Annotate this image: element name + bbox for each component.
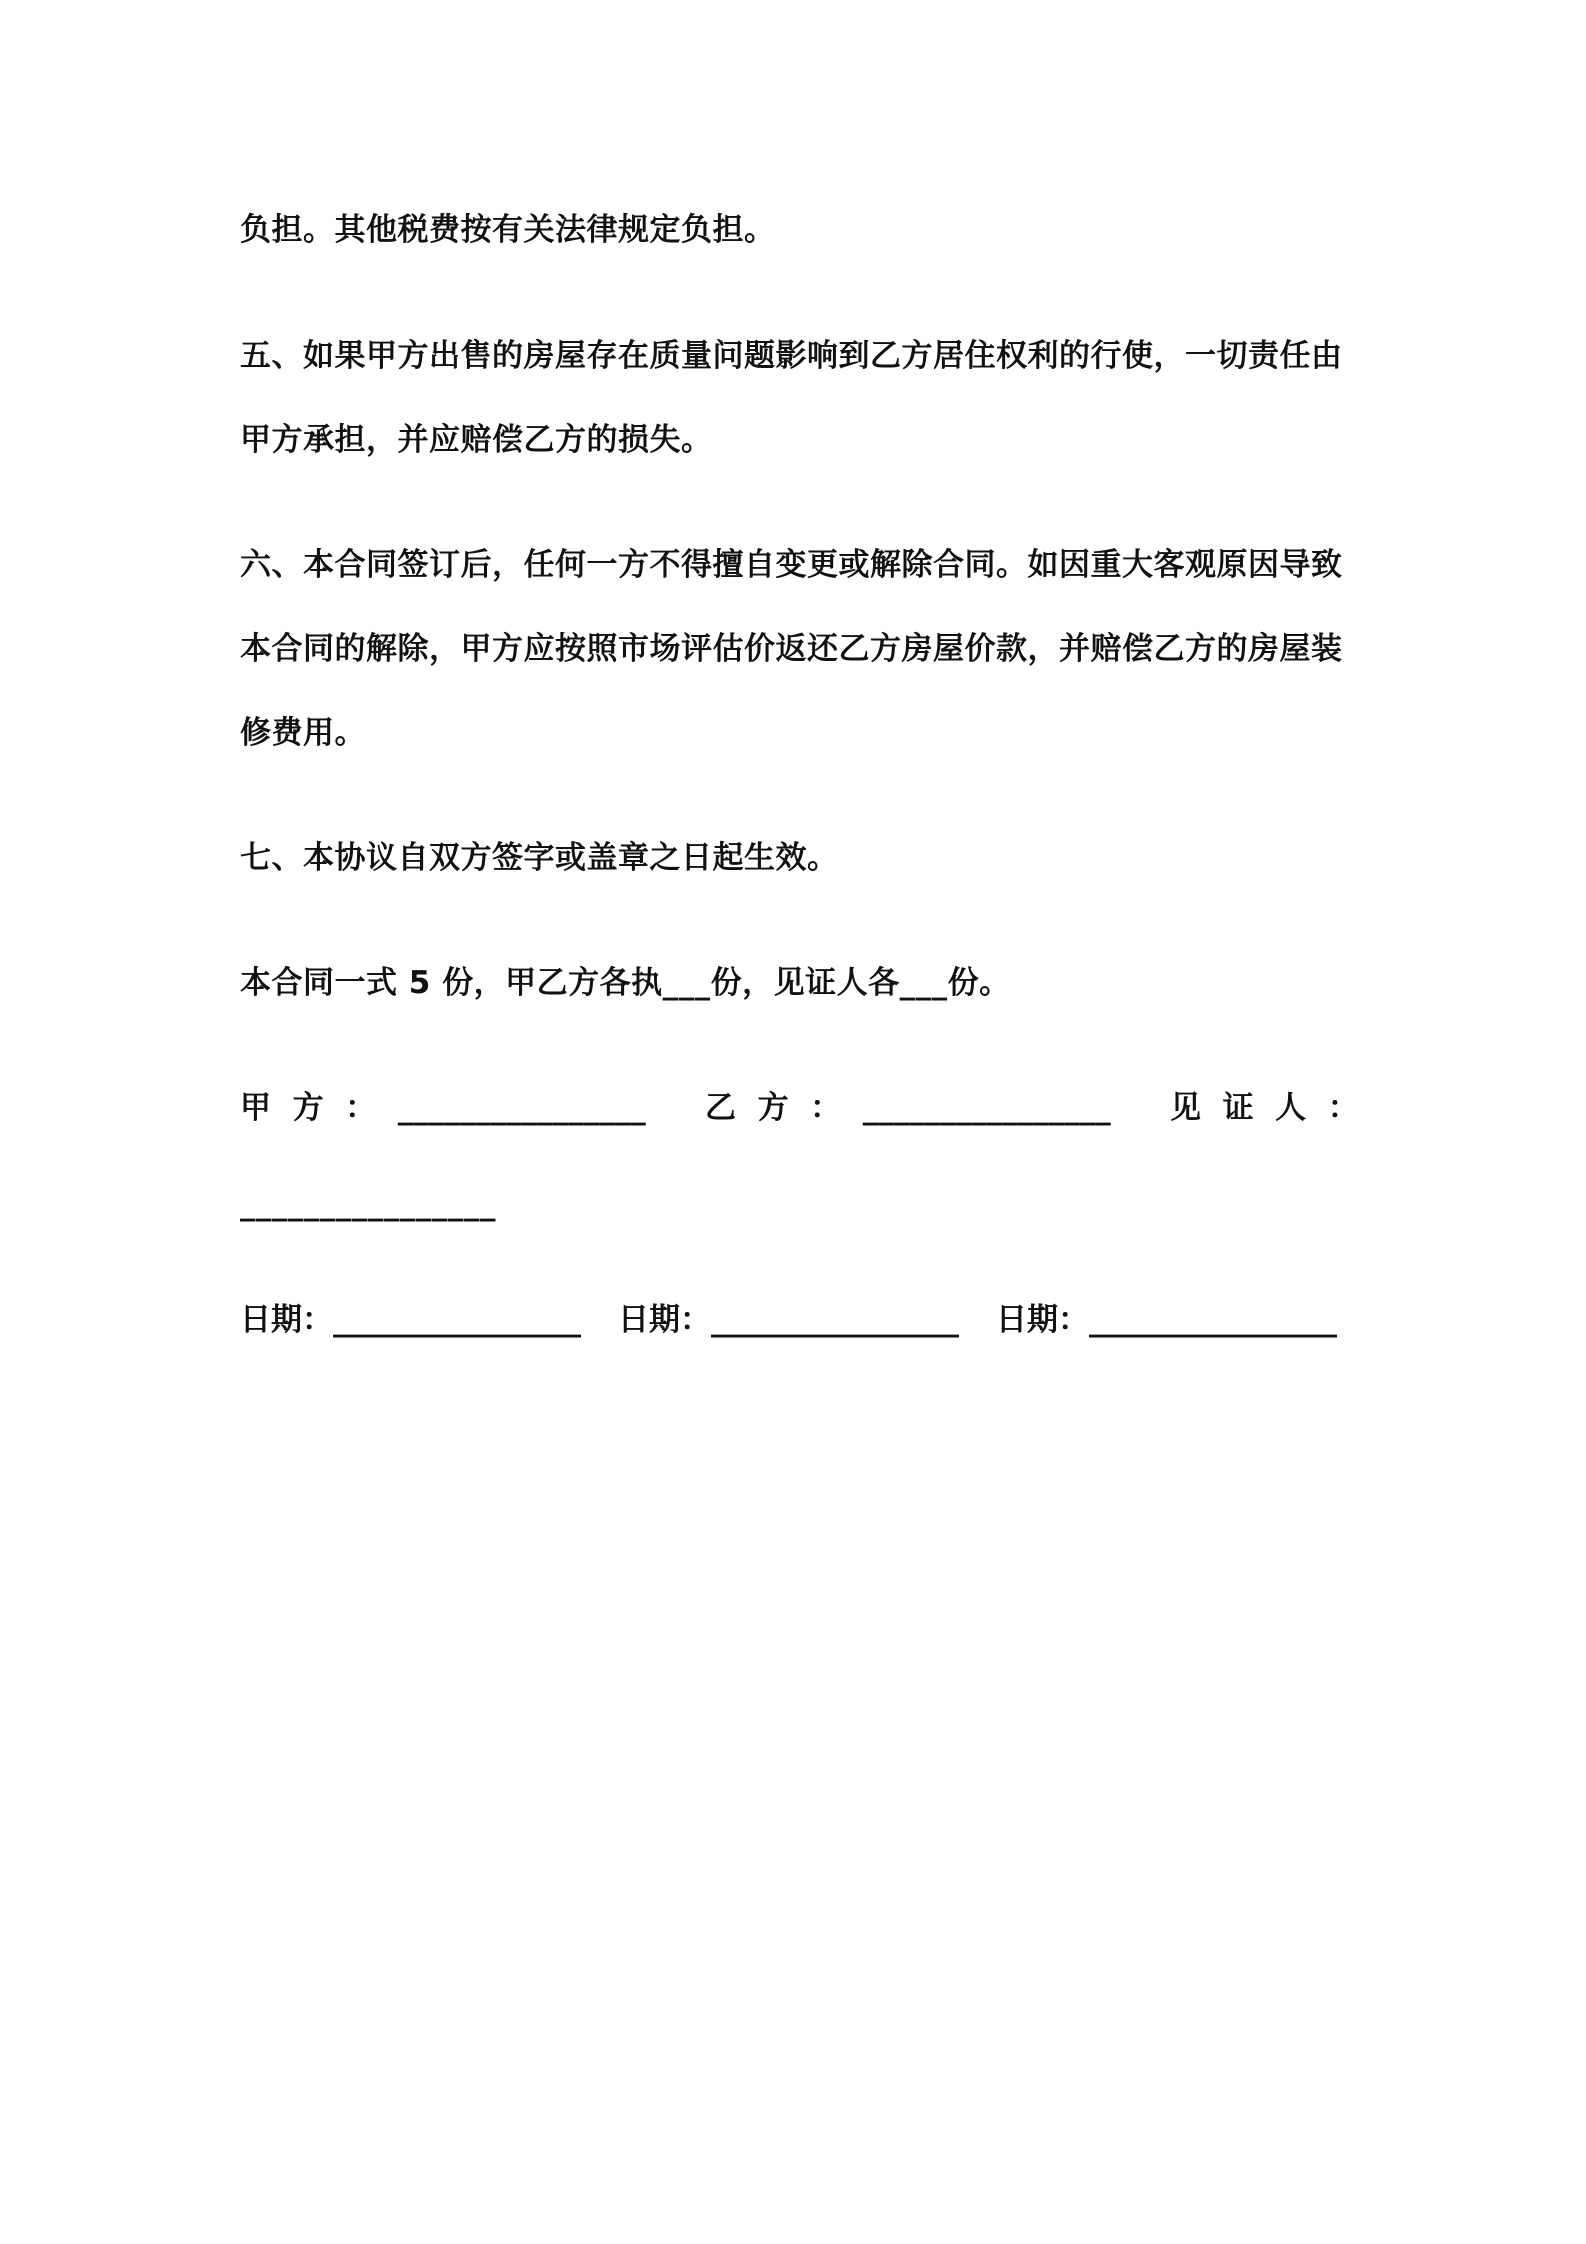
date-row xyxy=(240,1300,1352,1500)
clause-five-line-1: 五、如果甲方出售的房屋存在质量问题影响到乙方居住权利的行使，一切责任由 xyxy=(240,338,1343,374)
witness-signature-blank: ________________ xyxy=(240,1186,496,1222)
clause-seven-line: 七、本协议自双方签字或盖章之日起生效。 xyxy=(240,840,839,876)
clause-six-line-2: 本合同的解除，甲方应按照市场评估价返还乙方房屋价款，并赔偿乙方的房屋装 xyxy=(240,631,1343,667)
party-a-signature: 甲 方 ： ________________ xyxy=(240,1090,646,1126)
date-witness: 日期：________________ xyxy=(996,1302,1337,1338)
clause-six-line-3: 修费用。 xyxy=(240,715,366,751)
paragraph-line: 负担。其他税费按有关法律规定负担。 xyxy=(240,212,776,248)
party-b-signature: 乙 方 ： ________________ xyxy=(705,1090,1111,1126)
clause-five-line-2: 甲方承担，并应赔偿乙方的损失。 xyxy=(240,422,713,458)
date-party-a: 日期：________________ xyxy=(240,1302,581,1338)
copies-line: 本合同一式 5 份，甲乙方各执___份，见证人各___份。 xyxy=(240,965,1011,1001)
witness-label: 见 证 人 ： xyxy=(1170,1090,1359,1126)
date-party-b: 日期：________________ xyxy=(618,1302,959,1338)
clause-six-line-1: 六、本合同签订后，任何一方不得擅自变更或解除合同。如因重大客观原因导致 xyxy=(240,547,1343,583)
